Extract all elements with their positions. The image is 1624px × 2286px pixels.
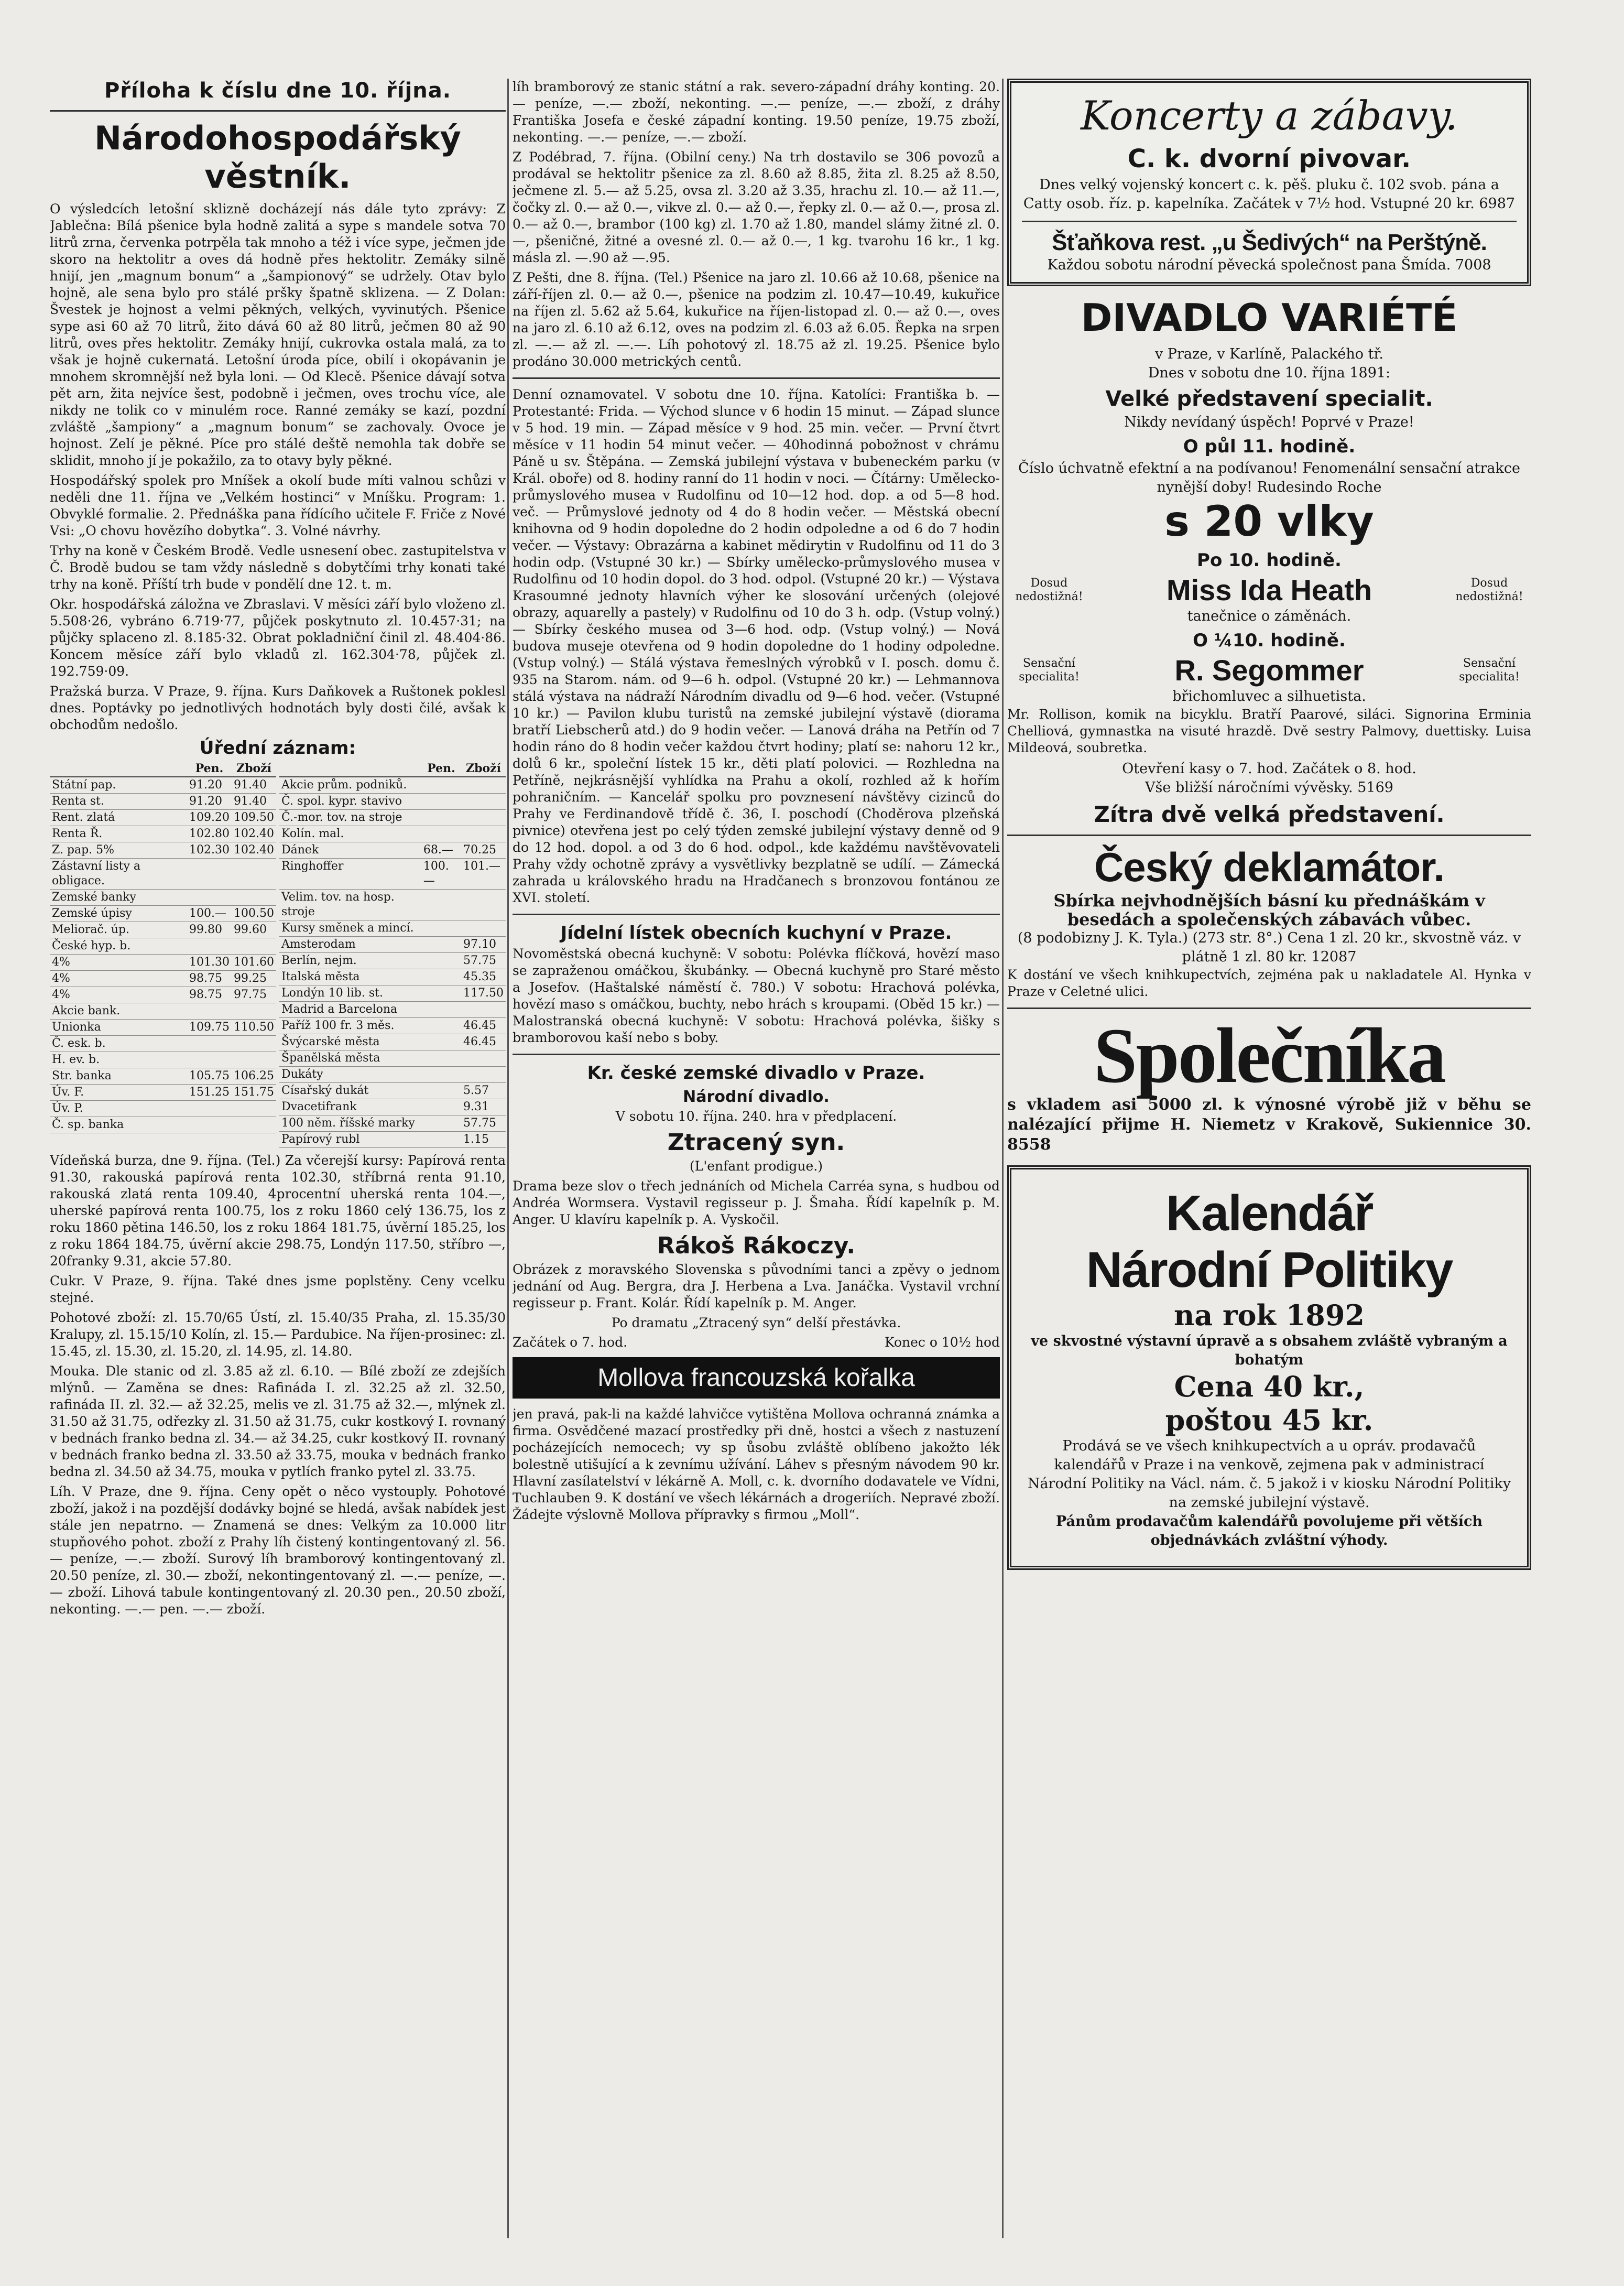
table-cell: Č. sp. banka — [50, 1117, 187, 1133]
table-cell: České hyp. b. — [50, 938, 187, 955]
daily-almanac: Denní oznamovatel. V sobotu dne 10. října. Katolíci: Františka b. — Protestanté: Frida. — Východ slunce v 6 hodin 15 minut. — Západ slunce v 5 hod. 19 min. — Západ měsíce v 9 hod. 25 min. večer. — První čtvrt měsíce v 11 hodin 54 minut večer. — 40hodinná pobožnost v chrámu Páně u sv. Štěpána. — Zemská jubilejní výstava v bubeneckém parku (v Král. oboře) od 8. hodiny ranní do 11 hodin v noci. — Čítárny: Umělecko-průmyslového musea v Rudolfinu od 10—12 hod. dop. a od 5—8 hod. več. — Průmyslové jednoty od 4 do 8 hodin večer. — Městská obecní knihovna od 9 hodin dopoledne do 2 hodin odpoledne a od 6 do 7 hodin večer. — Výstavy: Obrazárna a kabinet mědirytin v Rudolfinu od 11 do 3 hodin odp. (Vstupné 30 kr.) — Sbírky umělecko-průmyslového musea v Rudolfinu od 10 hodin dopol. do 3 hod. odpol. (Vstupné 20 kr.) — Výstava Krasoumné jednoty hlavních výher ke slosování určených (olejové obrazy, aquarelly a pastely) v Rudolfinu od 10 do 3 h. odp. (Vstup volný.) — Sbírky českého musea od 3—6 hod. odp. (Vstup volný.) — Nová budova museje otevřena od 9 hodin dopoledne do 1 hodiny odpoledne. (Vstup volný.) — Stálá výstava řemeslných výrobků v I. posch. domu č. 935 na Starom. nám. od 9—6 h. odpol. (Vstupné 20 kr.) — Lehmannova stálá výstava na nádraží Národním divadlu od 9—6 hod. večer. (Vstupné 10 kr.) — Pavilon klubu turistů na zemské jubilejní výstavě (diorama bratří Liebscherů atd.) do 9 hodin večer. — Lanová dráha na Petřín od 7 hodin ráno do 8 hodin večer každou čtvrt hodiny; platí se: nahoru 12 kr., dolů 6 kr., společní lístek 15 kr., děti platí polovici. — Rozhledna na Petříně, nejkrásnější vyhlídka na Prahu a okolí, rozhled až k hořím pohraničním. — Kancelář spolku pro povznesení návštěvy cizinců do Prahy ve Ferdinandově třídě č. 36, I. poschodí (Choděrova plzeňská pivnice) otevřena jest po celý týden zemské jubilejní výstavy denně od 9 do 12 hod. dopol. a od 3 do 6 hod. odpol., kde každému navštěvovateli Prahy vždy ochotně zprávy a vysvětlivky bezplatně se udílí. — Zámecká zahrada u královského hradu na Hradčanech s bronzovou fontánou ze XVI. století. — [513, 387, 1000, 905]
section-title-economic: Národohospodářský věstník. — [94, 119, 461, 196]
table-row — [50, 1036, 276, 1052]
table-row — [279, 810, 506, 826]
table-row — [279, 969, 506, 985]
table-cell — [187, 890, 232, 906]
varieté-side-note: Dosud nedostižná! — [1015, 576, 1083, 603]
table-row — [279, 1132, 506, 1148]
table-cell: 91.40 — [232, 794, 276, 810]
table-cell — [187, 1052, 232, 1068]
table-cell: 102.40 — [232, 826, 276, 842]
table-row — [279, 1115, 506, 1132]
table-cell: 99.80 — [187, 922, 232, 938]
table-row — [50, 810, 276, 826]
table-cell: Dánek — [279, 842, 421, 859]
table-cell — [421, 985, 461, 1002]
column-rule-1 — [507, 79, 509, 2238]
table-cell: 91.20 — [187, 777, 232, 794]
table-cell: Str. banka — [50, 1068, 187, 1085]
table-cell — [461, 794, 506, 810]
table-row — [279, 1034, 506, 1050]
table-cell — [461, 777, 506, 794]
table-row — [50, 826, 276, 842]
table-cell — [232, 938, 276, 955]
play-title: Ztracený syn. — [667, 1129, 845, 1156]
calendar-title-2: Národní Politiky — [1086, 1242, 1453, 1298]
partner-title: Společníka — [1093, 1012, 1445, 1099]
table-cell — [421, 969, 461, 985]
table-cell: 109.50 — [232, 810, 276, 826]
varieté-wolves: s 20 vlky — [1164, 497, 1374, 546]
table-row — [50, 987, 276, 1003]
table-row — [50, 890, 276, 906]
table-cell — [187, 1101, 232, 1117]
table-row — [50, 1085, 276, 1101]
table-row — [279, 1067, 506, 1083]
table-row — [50, 1117, 276, 1133]
securities-table-right — [279, 761, 506, 1148]
table-cell: 106.25 — [232, 1068, 276, 1085]
table-cell: Meliorač. úp. — [50, 922, 187, 938]
table-cell: Londýn 10 lib. st. — [279, 985, 421, 1002]
table-cell: 91.40 — [232, 777, 276, 794]
table-cell: 109.75 — [187, 1020, 232, 1036]
play2-description: Obrázek z moravského Slovenska s původními tanci a zpěvy o jednom jednání od Aug. Bergra, dra J. Herbena a Lva. Janáčka. Vystavil vrchní regisseur p. Frant. Kolár. Řídí kapelník p. M. Anger. — [513, 1262, 1000, 1310]
table-cell: Dukáty — [279, 1067, 421, 1083]
varieté-tomorrow: Zítra dvě velká představení. — [1094, 801, 1445, 827]
theatre-title: Kr. české zemské divadlo v Praze. — [587, 1063, 925, 1084]
table-cell — [421, 1002, 461, 1018]
table-cell: Kursy směnek a mincí. — [279, 920, 421, 937]
table-cell — [461, 810, 506, 826]
table-cell — [461, 1050, 506, 1067]
table-cell: 45.35 — [461, 969, 506, 985]
pivovar-title: C. k. dvorní pivovar. — [1127, 144, 1411, 174]
exchange-tables — [50, 761, 506, 1148]
table-cell: 57.75 — [461, 953, 506, 969]
table-row — [50, 971, 276, 987]
table-cell: 151.75 — [232, 1085, 276, 1101]
pivovar-text: Dnes velký vojenský koncert c. k. pěš. pluku č. 102 svob. pána a Catty osob. říz. p. kapelníka. Začátek v 7½ hod. Vstupné 20 kr. 6987 — [1023, 177, 1516, 212]
article-sugar-prices: Pohotové zboží: zl. 15.70/65 Ústí, zl. 15.40/35 Praha, zl. 15.35/30 Kralupy, zl. 15.15/10 Kolín, zl. 15.— Pardubice. Na říjen-prosinec: zl. 15.45, zl. 15.30, zl. 15.20, zl. 14.95, zl. 14.80. — [50, 1310, 506, 1359]
play2-title: Rákoš Rákoczy. — [657, 1232, 856, 1259]
table-row — [50, 842, 276, 859]
table-cell: Velim. tov. na hosp. stroje — [279, 890, 421, 920]
table-cell: 102.40 — [232, 842, 276, 859]
concerts-title: Koncerty a zábavy. — [1081, 92, 1458, 139]
table-cell: Švýcarské města — [279, 1034, 421, 1050]
table-cell: Č. esk. b. — [50, 1036, 187, 1052]
varieté-line: Nikdy nevídaný úspěch! Poprvé v Praze! — [1124, 414, 1414, 430]
article-spirits: Líh. V Praze, dne 9. října. Ceny opět o něco vystouply. Pohotové zboží, jakož i na pozdější dodávky bojné se hledá, avšak nabídek jest stále jen nepatrno. — Znamená se dnes: Velkým za 10.000 litr stupňového pohot. zboží z Prahy líh čistený kontingentovaný zl. 56.— peníze, —.— zboží. Surový líh bramborový kontingentovaný zl. 20.50 peníze, zl. 30.— zboží, nekontingentovaný zl. —.— peníze, —.— zboží. Lihová tabule kontingentovaný zl. 20.30 pen., 20.50 zboží, nekonting. —.— pen. —.— zboží. — [50, 1484, 506, 1617]
table-cell — [232, 859, 276, 890]
table-header: Zboží — [461, 761, 506, 777]
table-cell — [421, 1132, 461, 1148]
table-row — [50, 794, 276, 810]
table-row — [50, 1068, 276, 1085]
table-cell: 57.75 — [461, 1115, 506, 1132]
official-record-title: Úřední záznam: — [199, 738, 356, 759]
varieté-act-row — [1007, 653, 1531, 687]
table-cell: Ringhoffer — [279, 859, 421, 890]
table-cell: 99.25 — [232, 971, 276, 987]
table-cell: 105.75 — [187, 1068, 232, 1085]
article-savings-bank: Okr. hospodářská záložna ve Zbraslavi. V měsíci září bylo vloženo zl. 5.508·26, vybráno 6.719·77, půjček poskytnuto zl. 10.457·31; na půjčky splaceno zl. 8.185·32. Obrat pokladniční činil zl. 48.404·86. Koncem měsíce září bylo vkladů zl. 162.304·78, půjček zl. 192.759·09. — [50, 597, 506, 679]
table-cell — [461, 890, 506, 920]
table-row — [50, 859, 276, 890]
article-harvest: O výsledcích letošní sklizně docházejí nás dále tyto zprávy: Z Jablečna: Bílá pšenice byla hodně zalitá a sype s mandele sotva 70 litrů zrna, červenka potrpěla tak mnoho a též i více sype, ječmen jde skoro na hektolitr a oves dá hodně přes hektolitr. Zemáky silně hnijí, jen „magnum bonum“ a „šampionový“ se udržely. Otav bylo hojně, ale sena bylo pro stálé pršky špatně sklizena. — Z Dolan: Švestek je hojnost a velmi pěkných, velkých, vyvinutých. Pšenice sype asi 60 až 70 litrů, žito dává 60 až 80 litrů, ječmen 80 až 90 litrů, oves přes hektolitr. Zemáky hnijí, cukrovka ostala malá, za to však je hojně cukernatá. Letošní úroda píce, obilí i okopávanin je mnohem skromnější než byla loni. — Od Klecě. Pšenice dávají sotva pět arn, žita nejvíce šest, podobně i ječmen, oves trochu více, ale nikdy ne tolik co v minulém roce. Ranné zemáky se kazí, pozdní zvláště „šampiony“ a „magnum bonum“ se zachovaly. Ovoce je hojnost. Zelí je pěkné. Píce pro stálé deště nemohla tak dobře se sklidit, mnoho jí je pokažilo, za to otavy byly pěkné. — [50, 201, 506, 468]
article-flour: Mouka. Dle stanic od zl. 3.85 až zl. 6.10. — Bílé zboží ze zdejších mlýnů. — Zaměna se dnes: Rafináda I. zl. 32.25 až zl. 32.50, rafináda II. zl. 32.— až 32.25, melis ve zl. 31.75 až 32.—, mlýnek zl. 31.50 až 31.75, odřezky zl. 31.50 až 31.75, cukr kostkový I. rovnaný v bednách franko bedna zl. 34.— až 34.25, cukr kostkový II. rovnaný v bednách franko bedna zl. 33.50 až 33.75, mouka v bednách franko bedna zl. 34.50 až 34.75, mouka v pytlích franko pytel zl. 33.75. — [50, 1363, 506, 1479]
calendar-sub: ve skvostné výstavní úpravě a s obsahem zvláště vybraným a bohatým — [1031, 1333, 1508, 1368]
calendar-ad — [1007, 1165, 1531, 1570]
column-markets-listings — [513, 79, 1000, 2238]
stankova-title: Šťaňkova rest. „u Šedivých“ na Perštýně. — [1052, 230, 1487, 255]
article-sugar: Cukr. V Praze, 9. října. Také dnes jsme poplstěny. Ceny vcelku stejné. — [50, 1273, 506, 1305]
table-cell — [187, 1036, 232, 1052]
table-header: Pen. — [421, 761, 461, 777]
varieté-line: tanečnice o záměnách. — [1187, 608, 1351, 624]
table-cell: 98.75 — [187, 987, 232, 1003]
table-cell: 4% — [50, 987, 187, 1003]
table-row — [279, 1099, 506, 1115]
table-row — [50, 1020, 276, 1036]
table-row — [279, 859, 506, 890]
table-cell: Renta Ř. — [50, 826, 187, 842]
varieté-side-note: Sensační specialita! — [1459, 656, 1520, 684]
table-cell: 4% — [50, 955, 187, 971]
calendar-price: Cena 40 kr., — [1174, 1370, 1365, 1403]
deklamator-title: Český deklamátor. — [1094, 844, 1445, 890]
table-cell: Úv. P. — [50, 1101, 187, 1117]
calendar-footer: Pánům prodavačům kalendářů povolujeme při větších objednávkách zvláštní výhody. — [1055, 1513, 1483, 1548]
table-cell — [421, 937, 461, 953]
table-cell — [232, 890, 276, 906]
table-row — [279, 1083, 506, 1099]
table-cell: 91.20 — [187, 794, 232, 810]
table-cell: Zemské banky — [50, 890, 187, 906]
liquor-ad: jen pravá, pak-li na každé lahvičce vytištěna Mollova ochranná známka a firma. Osvědčené mazací prostředky při dně, hostci a všech z nastuzení pocházejících nemocech; vy sp ůsobu zvláště oblíbeno jakožto lék bolestně utišující a k zevnímu užívání. Láhev s přesným návodem 90 kr. Hlavní zasílatelství v lékárně A. Moll, c. k. dvorního dodavatele ve Vídni, Tuchlauben 9. K dostání ve všech lékárnách a drogeriích. Nepravé zboží. Žádejte výslovně Mollova přípravky s firmou „Moll“. — [513, 1406, 1000, 1522]
table-row — [279, 1050, 506, 1067]
deklamator-small: (8 podobizny J. K. Tyla.) (273 str. 8°.) Cena 1 zl. 20 kr., skvostně váz. v plátně 1 zl. 80 kr. 12087 — [1017, 930, 1521, 965]
table-cell: 46.45 — [461, 1034, 506, 1050]
table-row — [279, 794, 506, 810]
table-cell: 98.75 — [187, 971, 232, 987]
table-row — [279, 937, 506, 953]
article-agri-society: Hospodářský spolek pro Mníšek a okolí bude míti valnou schůzi v neděli dne 11. října ve „Velkém hostinci“ v Mníšku. Program: 1. Obvyklé formalie. 2. Přednáška pana řídícího učitele F. Friče z Nové Vsi: „O chovu hovězího dobytka“. 3. Volné návrhy. — [50, 473, 506, 538]
play-times — [513, 1335, 1000, 1350]
table-cell: 102.80 — [187, 826, 232, 842]
table-header: Zboží — [232, 761, 276, 777]
varieté-line: Číslo úchvatně efektní a na podívanou! Fenomenální sensační atrakce nynější doby! Rudesindo Roche — [1018, 460, 1520, 495]
table-cell: H. ev. b. — [50, 1052, 187, 1068]
table-cell: Státní pap. — [50, 777, 187, 794]
table-cell — [232, 1003, 276, 1020]
table-cell — [421, 920, 461, 937]
table-cell: 117.50 — [461, 985, 506, 1002]
table-cell: Č. spol. kypr. stavivo — [279, 794, 421, 810]
table-row — [279, 890, 506, 920]
table-header — [279, 761, 421, 777]
table-cell — [232, 1101, 276, 1117]
calendar-post: poštou 45 kr. — [1165, 1403, 1374, 1437]
article-podebrady: Z Podébrad, 7. října. (Obilní ceny.) Na trh dostavilo se 306 povozů a prodával se hektolitr pšenice za zl. 8.60 až 8.85, žita zl. 8.25 až 8.50, ječmene zl. 5.— až 5.25, ovsa zl. 3.20 až 3.35, hrachu zl. 10.— až 11.—, čočky zl. 0.— až 0.—, vikve zl. 0.— až 0.—, řepky zl. 0.— až 0.—, prosa zl. 0.— až 0.—, brambor (100 kg) zl. 1.70 až 1.80, mandel slámy žitné zl. 0.—, pšeničné, žitné a ovesné zl. 0.— až 0.—, 1 kg. tvarohu 16 kr., 1 kg. másla zl. —.90 až —.95. — [513, 149, 1000, 265]
varieté-line: břichomluvec a silhuetista. — [1172, 688, 1366, 705]
liquor-banner: Mollova francouzská kořalka — [513, 1357, 1000, 1399]
table-row — [50, 938, 276, 955]
varieté-tail: Vše bližší náročními vývěsky. 5169 — [1145, 779, 1393, 796]
table-cell — [421, 1034, 461, 1050]
table-row — [279, 777, 506, 794]
table-cell: 70.25 — [461, 842, 506, 859]
table-cell: 100 něm. říšské marky — [279, 1115, 421, 1132]
table-row — [50, 922, 276, 938]
table-row — [279, 985, 506, 1002]
table-cell — [421, 1018, 461, 1034]
varieté-act-row — [1007, 573, 1531, 607]
table-cell — [461, 1002, 506, 1018]
varieté-side-note: Sensační specialita! — [1019, 656, 1080, 684]
table-cell: Berlín, nejm. — [279, 953, 421, 969]
play-subtitle: (L'enfant prodigue.) — [690, 1158, 823, 1174]
table-cell — [421, 1050, 461, 1067]
divider — [513, 1054, 1000, 1055]
stankova-text: Každou sobotu národní pěvecká společnost pana Šmída. 7008 — [1047, 257, 1491, 273]
table-cell — [232, 1052, 276, 1068]
table-cell: 100.— — [187, 906, 232, 922]
partner-text: s vkladem asi 5000 zl. k výnosné výrobě již v běhu se nalézající přijme H. Niemetz v Krakově, Sukiennice 30. 8558 — [1007, 1096, 1531, 1154]
divider — [1007, 1007, 1531, 1009]
table-row — [279, 1002, 506, 1018]
table-cell — [421, 1083, 461, 1099]
table-cell: 4% — [50, 971, 187, 987]
table-cell: Č.-mor. tov. na stroje — [279, 810, 421, 826]
table-cell — [461, 1067, 506, 1083]
table-row — [279, 1018, 506, 1034]
securities-table-left — [50, 761, 276, 1133]
table-cell: Madrid a Barcelona — [279, 1002, 421, 1018]
varieté-acts: Mr. Rollison, komik na bicyklu. Bratří Paarové, siláci. Signorina Erminia Chelliová, gymnastka na visuté hrazdě. Dvě sestry Palmovy, duettisky. Luisa Mildeová, soubretka. — [1007, 707, 1531, 755]
table-cell — [187, 1117, 232, 1133]
table-cell: 46.45 — [461, 1018, 506, 1034]
article-vienna-exchange: Vídeňská burza, dne 9. října. (Tel.) Za včerejší kursy: Papírová renta 91.30, rakouská papírová renta 102.30, stříbrná renta 91.10, rakouská zlatá renta 109.40, 4procentní uherská renta 104.—, uherské papírová renta 100.75, los z roku 1860 celý 136.75, los z roku 1860 pětina 146.50, los z roku 1864 181.75, úvěrní 185.25, los z roku 1864 184.75, úvěrní akcie 298.75, Londýn 117.50, stříbro —, 20franky 9.31, akcie 57.80. — [50, 1153, 506, 1269]
table-cell — [232, 1036, 276, 1052]
deklamator-text: Sbírka nejvhodnějších básní ku přednáškám v besedách a společenských zábavách vůbec. — [1053, 891, 1485, 929]
varieté-side-note: Dosud nedostižná! — [1455, 576, 1523, 603]
article-pest: Z Pešti, dne 8. října. (Tel.) Pšenice na jaro zl. 10.66 až 10.68, pšenice na září-říjen zl. 0.— až 0.—, pšenice na podzim zl. 10.47—10.49, kukuřice na říjen zl. 5.62 až 5.64, kukuřice na říjen-listopad zl. 0.— až 0.—, oves na jaro zl. 6.10 až 6.12, oves na podzim zl. 6.03 až 6.05. Řepka na srpen zl. —.— až zl. —.—. Líh pohotový zl. 18.75 až zl. 19.25. Pšenice bylo prodáno 30.000 metrických centů. — [513, 270, 1000, 369]
varieté-time: O půl 11. hodině. — [1183, 436, 1356, 457]
table-cell — [421, 1067, 461, 1083]
table-cell: Úv. F. — [50, 1085, 187, 1101]
calendar-year: na rok 1892 — [1173, 1298, 1365, 1332]
divider — [1007, 835, 1531, 836]
play-note: Po dramatu „Ztracený syn“ delší přestávka. — [611, 1315, 901, 1330]
table-cell: 5.57 — [461, 1083, 506, 1099]
table-cell: Renta st. — [50, 794, 187, 810]
table-cell: 110.50 — [232, 1020, 276, 1036]
article-prague-exchange: Pražská burza. V Praze, 9. října. Kurs Daňkovek a Ruštonek poklesl dnes. Poptávky po jednotlivých hodnotách byly dosti čilé, avšak k obchodům nedošlo. — [50, 684, 506, 732]
divider — [513, 914, 1000, 915]
table-cell — [421, 826, 461, 842]
table-cell: 100.— — [421, 859, 461, 890]
table-cell — [421, 1099, 461, 1115]
play-end: Konec o 10½ hod — [884, 1335, 1000, 1350]
table-cell: Unionka — [50, 1020, 187, 1036]
play-start: Začátek o 7. hod. — [513, 1335, 628, 1350]
table-cell: Španělská města — [279, 1050, 421, 1067]
table-row — [279, 842, 506, 859]
table-cell: Amsterodam — [279, 937, 421, 953]
table-row — [279, 826, 506, 842]
table-cell — [187, 859, 232, 890]
table-cell — [421, 953, 461, 969]
varieté-time: O ¼10. hodině. — [1193, 630, 1346, 651]
varieté-headline: Velké představení specialit. — [1105, 387, 1433, 411]
table-cell — [187, 938, 232, 955]
calendar-text: Prodává se ve všech knihkupectvích a u opráv. prodavačů kalendářů v Praze i na venkově, zejmena pak v administrací Národní Politiky na Václ. nám. č. 5 jakož i v kiosku Národní Politiky na zemské jubilejní výstavě. — [1027, 1438, 1511, 1511]
play-description: Drama beze slov o třech jednáních od Michela Carréa syna, s hudbou od Andréa Wormsera. Vystavil regisseur p. J. Šmaha. Řídí kapelník p. M. Anger. U klavíru kapelník p. A. Vyskočil. — [513, 1178, 1000, 1227]
table-cell: Akcie bank. — [50, 1003, 187, 1020]
kitchen-menu-title: Jídelní lístek obecních kuchyní v Praze. — [560, 923, 952, 944]
table-cell: Císařský dukát — [279, 1083, 421, 1099]
divider — [1022, 221, 1517, 222]
table-cell — [421, 794, 461, 810]
table-cell: Akcie prům. podniků. — [279, 777, 421, 794]
table-cell: Z. pap. 5% — [50, 842, 187, 859]
table-cell: Paříž 100 fr. 3 měs. — [279, 1018, 421, 1034]
theatre-subtitle: Národní divadlo. — [683, 1088, 830, 1106]
table-row — [50, 1003, 276, 1020]
column-ads — [1007, 79, 1531, 2238]
table-header: Pen. — [187, 761, 232, 777]
table-cell: 97.75 — [232, 987, 276, 1003]
table-cell — [421, 810, 461, 826]
table-cell: 9.31 — [461, 1099, 506, 1115]
table-cell: Italská města — [279, 969, 421, 985]
table-cell: 99.60 — [232, 922, 276, 938]
varieté-star: R. Segommer — [1174, 654, 1364, 687]
table-cell: 101.— — [461, 859, 506, 890]
table-cell: Rent. zlatá — [50, 810, 187, 826]
table-row — [279, 953, 506, 969]
table-row — [50, 906, 276, 922]
varieté-title: DIVADLO VARIÉTÉ — [1081, 296, 1458, 340]
column-economic-news — [50, 79, 506, 2238]
calendar-title-1: Kalendář — [1165, 1185, 1373, 1241]
table-cell — [421, 1115, 461, 1132]
varieté-time: Po 10. hodině. — [1197, 550, 1342, 571]
article-spirits-cont: líh bramborový ze stanic státní a rak. severo-západní dráhy konting. 20.— peníze, —.— zboží, nekonting. —.— peníze, —.— zboží, z dráhy Františka Josefa e české západní konting. 19.50 peníze, 19.75 zboží, nekonting. —.— peníze, —.— zboží. — [513, 79, 1000, 145]
table-cell: 100.50 — [232, 906, 276, 922]
column-rule-2 — [1002, 79, 1004, 2238]
kitchen-menu: Novoměstská obecná kuchyně: V sobotu: Polévka flíčková, hovězí maso se zapraženou omáčkou, škubánky. — Obecná kuchyně pro Staré město a Josefov. (Haštalské náměstí č. 780.) V sobotu: Hrachová polévka, hovězí maso s omáčkou, buchty, nebo hrách s kroupami. (Oběd 15 kr.) — Malostranská obecná kuchyně: V sobotu: Hrachová polévka, šišky s bramborovou kaší nebo s boby. — [513, 946, 1000, 1045]
table-cell: 151.25 — [187, 1085, 232, 1101]
table-cell: 68.— — [421, 842, 461, 859]
table-cell — [461, 920, 506, 937]
table-row — [50, 1052, 276, 1068]
table-cell: Zemské úpisy — [50, 906, 187, 922]
table-row — [279, 920, 506, 937]
table-cell — [187, 1003, 232, 1020]
table-cell — [421, 890, 461, 920]
theatre-date: V sobotu 10. října. 240. hra v předplacení. — [615, 1109, 897, 1124]
table-cell: 101.60 — [232, 955, 276, 971]
table-row — [50, 777, 276, 794]
article-horse-fair: Trhy na koně v Českém Brodě. Vedle usnesení obec. zastupitelstva v Č. Brodě budou se tam vždy následně s dobytčími trhy konati také trhy na koně. Příští trh bude v pondělí dne 12. t. m. — [50, 543, 506, 592]
table-cell: Zástavní listy a obligace. — [50, 859, 187, 890]
table-row — [50, 1101, 276, 1117]
varieté-open: Otevření kasy o 7. hod. Začátek o 8. hod. — [1122, 761, 1416, 777]
varieté-date: Dnes v sobotu dne 10. října 1891: — [1148, 365, 1391, 381]
divider — [513, 377, 1000, 379]
table-header — [50, 761, 187, 777]
table-cell — [232, 1117, 276, 1133]
concerts-box — [1007, 79, 1531, 286]
table-cell: 102.30 — [187, 842, 232, 859]
deklamator-sales: K dostání ve všech knihkupectvích, zejména pak u nakladatele Al. Hynka v Praze v Celetné ulici. — [1007, 967, 1531, 999]
table-cell: Kolín. mal. — [279, 826, 421, 842]
varieté-address: v Praze, v Karlíně, Palackého tř. — [1154, 346, 1384, 362]
table-cell: 109.20 — [187, 810, 232, 826]
table-cell: Papírový rubl — [279, 1132, 421, 1148]
varieté-star: Miss Ida Heath — [1166, 573, 1372, 606]
table-cell: 1.15 — [461, 1132, 506, 1148]
supplement-masthead: Příloha k číslu dne 10. října. — [104, 79, 451, 103]
table-cell — [421, 777, 461, 794]
table-cell: 97.10 — [461, 937, 506, 953]
table-cell: Dvacetifrank — [279, 1099, 421, 1115]
table-cell: 101.30 — [187, 955, 232, 971]
divider — [50, 110, 506, 112]
table-row — [50, 955, 276, 971]
table-cell — [461, 826, 506, 842]
